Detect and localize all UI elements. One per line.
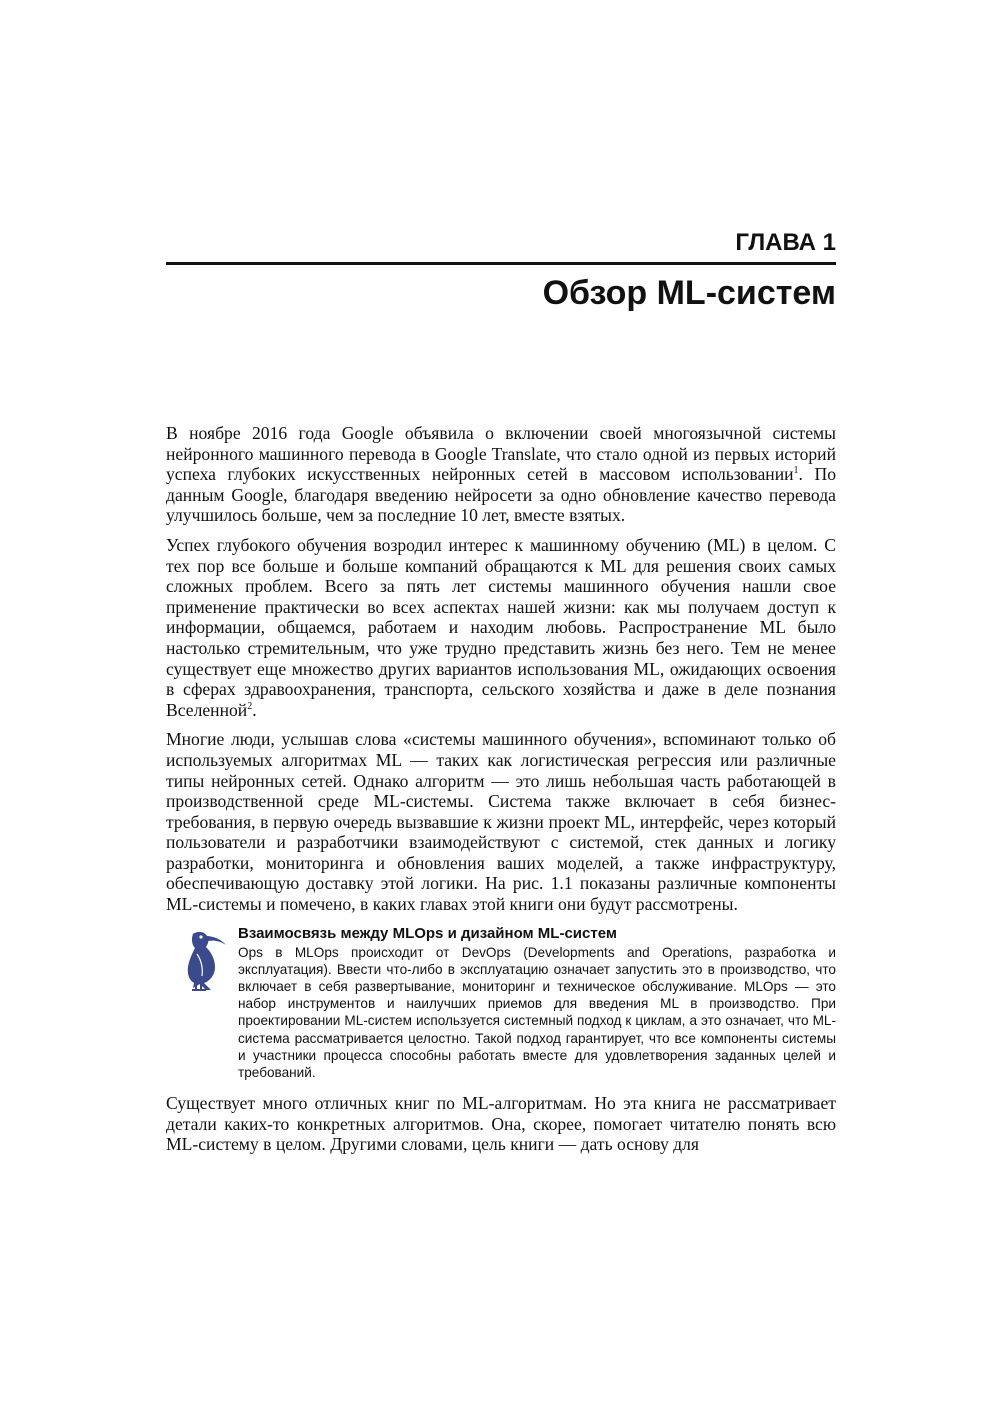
paragraph-3: Многие люди, услышав слова «системы машинного обучения», вспоминают только об используемых алгоритмах ML — таких как логистическая регрессия или различные типы нейронных сетей. Однако алгоритм — это лишь небольшая часть работающей в производственной среде ML-системы. Система также включает в себя бизнес-требования, в первую очередь вызвавшие к жизни проект ML, интерфейс, через который пользователи и разработчики взаимодействуют с системой, стек данных и логику разработки, мониторинга и обновления ваших моделей, а также инфраструктуру, обеспечивающую доставку этой логики. На рис. 1.1 показаны различные компоненты ML-системы и помечено, в каких главах этой книги они будут рассмотрены.: [166, 729, 836, 915]
paragraph-2-text-a: Успех глубокого обучения возродил интерес к машинному обучению (ML) в целом. С тех пор все больше и больше компаний обращаются к ML для решения своих самых сложных проблем. Всего за пять лет системы машинного обучения нашли свое применение практически во всех аспектах нашей жизни: как мы получаем доступ к информации, общаемся, работаем и находим любовь. Распространение ML было настолько стремительным, что уже трудно представить жизнь без него. Тем не менее существует еще множество других вариантов использования ML, ожидающих освоения в сферах здравоохранения, транспорта, сельского хозяйства и даже в деле познания Вселенной: [166, 534, 836, 720]
paragraph-4: Существует много отличных книг по ML-алгоритмам. Но эта книга не рассматривает детали каких-то конкретных алгоритмов. Она, скорее, помогает читателю понять всю ML-систему в целом. Другими словами, цель книги — дать основу для: [166, 1093, 836, 1155]
chapter-label: ГЛАВА 1: [166, 228, 836, 265]
footnote-ref-1[interactable]: 1: [793, 465, 799, 477]
paragraph-2-text-b: .: [252, 699, 257, 720]
note-body: [238, 924, 836, 1082]
bird-icon: [173, 926, 231, 992]
chapter-header: [166, 228, 836, 315]
paragraph-1-text-b: . По данным Google, благодаря введению нейросети за одно обновление качество перевода улучшилось больше, чем за последние 10 лет, вместе взятых.: [166, 464, 836, 526]
body-text: [166, 423, 836, 1164]
chapter-title: Обзор ML-систем: [542, 274, 836, 312]
note-box: [166, 924, 836, 1082]
paragraph-1: [166, 423, 836, 526]
note-icon-container: [166, 924, 238, 1082]
note-text: Ops в MLOps происходит от DevOps (Developments and Operations, разработка и эксплуатация). Ввести что-либо в эксплуатацию означает запустить это в производство, что включает в себя развертывание, мониторинг и техническое обслуживание. MLOps — это набор инструментов и наилучших приемов для введения ML в производство. При проектировании ML-систем используется системный подход к циклам, а это означает, что ML-система рассматривается целостно. Такой подход гарантирует, что все компоненты системы и участники процесса способны работать вместе для удовлетворения заданных целей и требований.: [238, 944, 836, 1081]
paragraph-1-text-a: В ноябре 2016 года Google объявила о включении своей многоязычной системы нейронного машинного перевода в Google Translate, что стало одной из первых историй успеха глубоких искусственных нейронных сетей в массовом использовании: [166, 423, 836, 485]
paragraph-2: [166, 535, 836, 720]
footnote-ref-2[interactable]: 2: [247, 700, 253, 712]
note-title: Взаимосвязь между MLOps и дизайном ML-систем: [238, 924, 617, 942]
